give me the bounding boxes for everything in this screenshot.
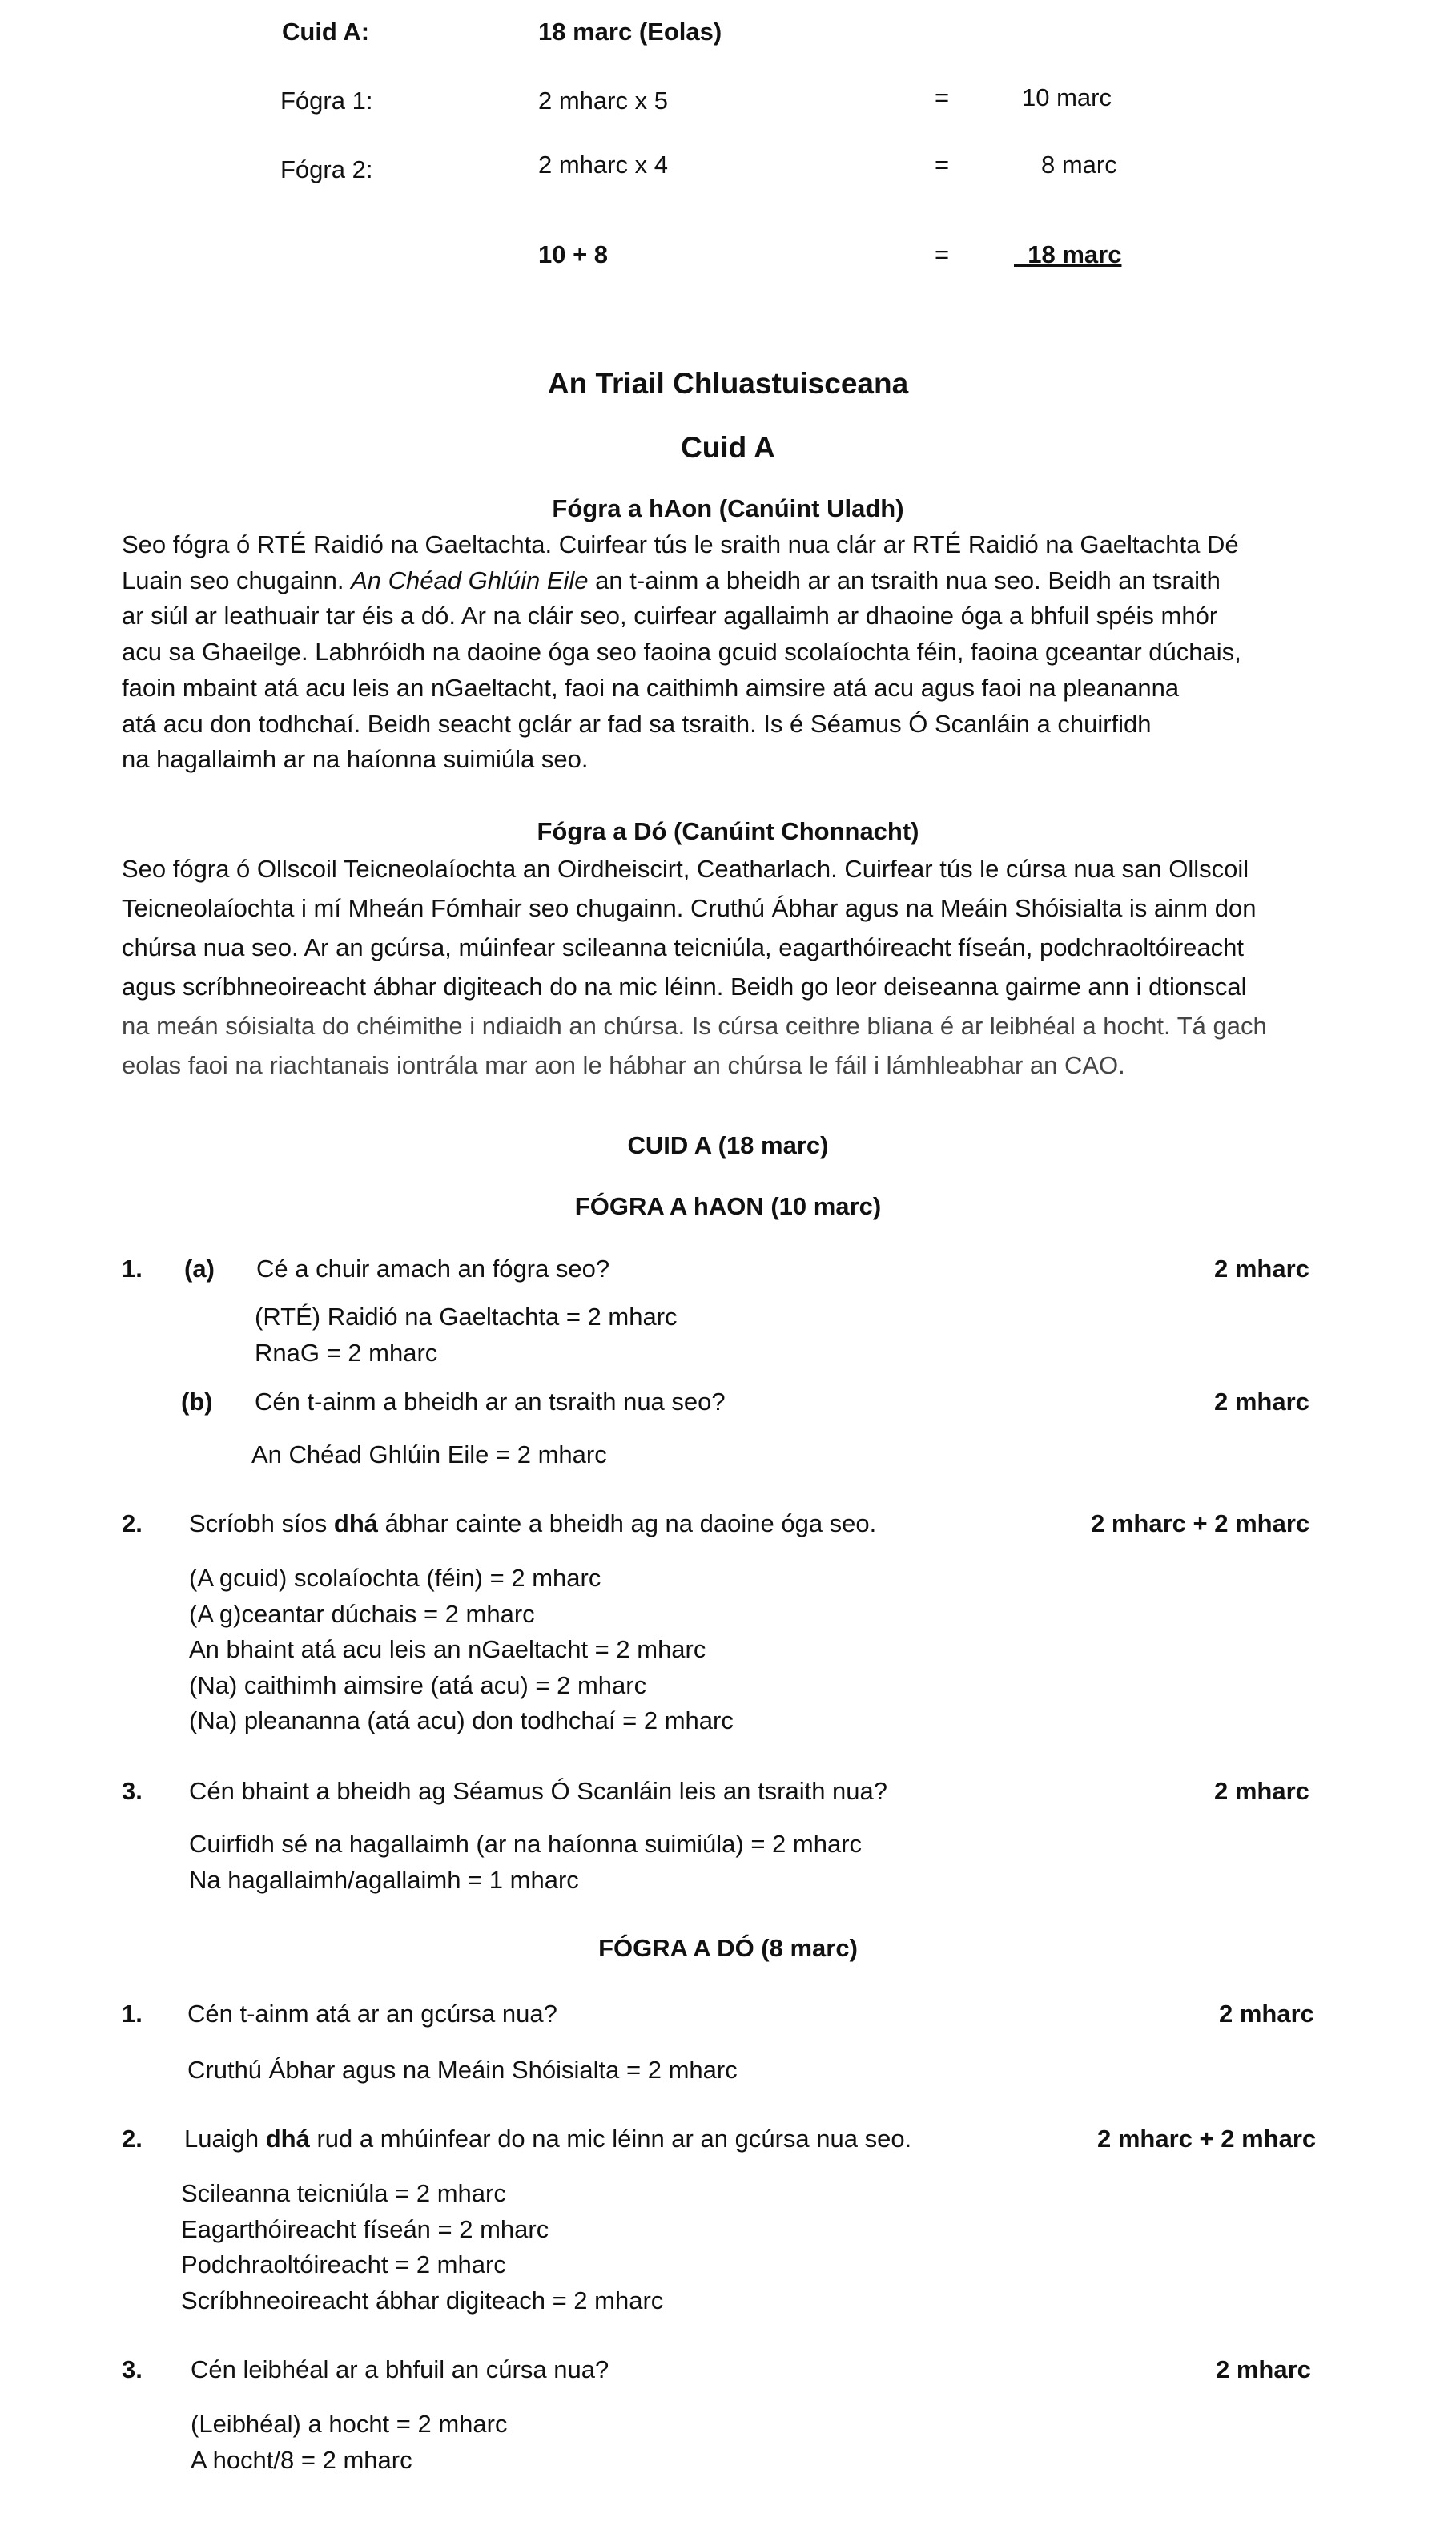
fogra1-line: faoin mbaint atá acu leis an nGaeltacht, faoi na caithimh aimsire atá acu agus faoi na pleananna xyxy=(122,673,1180,702)
answer-item: (A gcuid) scolaíochta (féin) = 2 mharc xyxy=(189,1564,601,1592)
answer-list xyxy=(191,2407,507,2478)
answer-item: (Leibhéal) a hocht = 2 mharc xyxy=(191,2410,508,2438)
fogra2-line: eolas faoi na riachtanais iontrála mar aon le hábhar an chúrsa le fáil i lámhleabhar an CAO. xyxy=(122,1051,1125,1079)
answer-item: Na hagallaimh/agallaimh = 1 mharc xyxy=(189,1865,579,1894)
answer-item: (Na) pleananna (atá acu) don todhchaí = 2 mharc xyxy=(189,1706,734,1734)
question-marks: 2 mharc xyxy=(1214,1255,1309,1283)
page-subtitle: Cuid A xyxy=(681,431,775,464)
answer-item: (Na) caithimh aimsire (atá acu) = 2 mharc xyxy=(189,1670,647,1699)
answer-list xyxy=(189,1561,734,1739)
question-marks: 2 mharc xyxy=(1214,1777,1309,1805)
answer-item: Eagarthóireacht físeán = 2 mharc xyxy=(181,2214,549,2243)
question-text: Cén bhaint a bheidh ag Séamus Ó Scanláin leis an tsraith nua? xyxy=(189,1777,888,1805)
summary-row-calc: 2 mharc x 4 xyxy=(538,151,668,179)
question-marks: 2 mharc + 2 mharc xyxy=(1097,2125,1317,2153)
fogra1-marks-heading: FÓGRA A hAON (10 marc) xyxy=(574,1192,882,1220)
answer-item: Podchraoltóireacht = 2 mharc xyxy=(181,2250,506,2278)
answer-item: A hocht/8 = 2 mharc xyxy=(191,2445,412,2474)
answer-item: Cuirfidh sé na hagallaimh (ar na haíonna suimiúla) = 2 mharc xyxy=(189,1830,863,1858)
question-number: 1. xyxy=(122,2000,143,2028)
fogra1-line: acu sa Ghaeilge. Labhróidh na daoine óga seo faoina gcuid scolaíochta féin, faoina gceantar dúchais, xyxy=(122,638,1241,667)
answer-list xyxy=(187,2053,738,2089)
fogra1-line: Luain seo chugainn. An Chéad Ghlúin Eile an t-ainm a bheidh ar an tsraith nua seo. Beidh an tsraith xyxy=(122,566,1221,594)
answer-item: Scríbhneoireacht ábhar digiteach = 2 mharc xyxy=(181,2286,664,2315)
question-marks: 2 mharc xyxy=(1219,2000,1314,2028)
question-text: Luaigh dhá rud a mhúinfear do na mic léinn ar an gcúrsa nua seo. xyxy=(184,2125,912,2153)
summary-row-result: 8 marc xyxy=(1041,151,1117,179)
programme-title: An Chéad Ghlúin Eile xyxy=(351,566,589,594)
summary-row-eq: = xyxy=(935,83,950,111)
fogra2-marks-heading: FÓGRA A DÓ (8 marc) xyxy=(598,1934,858,1962)
question-part-letter: (a) xyxy=(184,1255,215,1283)
question-text: Cé a chuir amach an fógra seo? xyxy=(256,1255,610,1283)
question-number: 3. xyxy=(122,1777,143,1805)
fogra2-line: Seo fógra ó Ollscoil Teicneolaíochta an Oirdheiscirt, Ceatharlach. Cuirfear tús le cúrsa nua san Ollscoil xyxy=(122,855,1249,883)
cuid-heading: CUID A (18 marc) xyxy=(627,1131,829,1159)
summary-row-label: Fógra 1: xyxy=(280,87,373,115)
fogra1-line: na hagallaimh ar na haíonna suimiúla seo. xyxy=(122,745,589,774)
answer-item: (RTÉ) Raidió na Gaeltachta = 2 mharc xyxy=(255,1303,678,1331)
answer-item: RnaG = 2 mharc xyxy=(255,1338,438,1367)
question-text: Cén t-ainm atá ar an gcúrsa nua? xyxy=(187,2000,557,2028)
summary-sum-calc: 10 + 8 xyxy=(538,240,609,268)
fogra1-line: Seo fógra ó RTÉ Raidió na Gaeltachta. Cuirfear tús le sraith nua clár ar RTÉ Raidió na Gaeltachta Dé xyxy=(122,530,1239,558)
question-marks: 2 mharc xyxy=(1216,2355,1311,2383)
fogra2-text xyxy=(122,849,1371,1085)
answer-item: An bhaint atá acu leis an nGaeltacht = 2 mharc xyxy=(189,1635,706,1663)
question-number: 2. xyxy=(122,1509,143,1537)
fogra1-heading: Fógra a hAon (Canúint Uladh) xyxy=(552,494,904,522)
summary-row-calc: 2 mharc x 5 xyxy=(538,87,668,115)
answer-item: Cruthú Ábhar agus na Meáin Shóisialta = 2 mharc xyxy=(187,2056,738,2084)
question-text: Scríobh síos dhá ábhar cainte a bheidh ag na daoine óga seo. xyxy=(189,1509,877,1537)
question-marks: 2 mharc xyxy=(1214,1388,1309,1416)
question-text: Cén leibhéal ar a bhfuil an cúrsa nua? xyxy=(191,2355,609,2383)
answer-list xyxy=(255,1299,678,1371)
question-part-letter: (b) xyxy=(181,1388,213,1416)
question-number: 1. xyxy=(122,1255,143,1283)
fogra2-line: chúrsa nua seo. Ar an gcúrsa, múinfear scileanna teicniúla, eagarthóireacht físeán, podchraoltóireacht xyxy=(122,933,1245,961)
answer-item: An Chéad Ghlúin Eile = 2 mharc xyxy=(251,1440,607,1468)
answer-list xyxy=(251,1437,607,1473)
fogra1-line: atá acu don todhchaí. Beidh seacht gclár ar fad sa tsraith. Is é Séamus Ó Scanláin a chuirfidh xyxy=(122,709,1152,738)
fogra2-line: Teicneolaíochta i mí Mheán Fómhair seo chugainn. Cruthú Ábhar agus na Meáin Shóisialta is ainm don xyxy=(122,894,1257,922)
question-marks: 2 mharc + 2 mharc xyxy=(1091,1509,1310,1537)
question-text: Cén t-ainm a bheidh ar an tsraith nua seo? xyxy=(255,1388,726,1416)
summary-cuid-total: 18 marc (Eolas) xyxy=(538,18,722,46)
answer-item: Scileanna teicniúla = 2 mharc xyxy=(181,2179,506,2207)
summary-sum-eq: = xyxy=(935,240,950,268)
fogra2-line: agus scríbhneoireacht ábhar digiteach do na mic léinn. Beidh go leor deiseanna gairme ann i dtionscal xyxy=(122,973,1247,1001)
answer-list xyxy=(189,1827,862,1898)
summary-sum-result: 18 marc xyxy=(1028,240,1122,268)
summary-row-eq: = xyxy=(935,151,950,179)
fogra2-heading: Fógra a Dó (Canúint Chonnacht) xyxy=(537,817,919,845)
page-title: An Triail Chluastuisceana xyxy=(547,367,909,400)
summary-cuid-label: Cuid A: xyxy=(282,18,370,46)
answer-list xyxy=(181,2176,663,2319)
fogra1-line: ar siúl ar leathuair tar éis a dó. Ar na cláir seo, cuirfear agallaimh ar dhaoine óga a bhfuil spéis mhór xyxy=(122,602,1218,630)
summary-row-result: 10 marc xyxy=(1022,83,1112,111)
question-number: 3. xyxy=(122,2355,143,2383)
summary-row-label: Fógra 2: xyxy=(280,155,373,183)
fogra1-text xyxy=(122,527,1371,778)
fogra2-line: na meán sóisialta do chéimithe i ndiaidh an chúrsa. Is cúrsa ceithre bliana é ar leibhéal a hocht. Tá gach xyxy=(122,1012,1267,1040)
question-number: 2. xyxy=(122,2125,143,2153)
answer-item: (A g)ceantar dúchais = 2 mharc xyxy=(189,1599,535,1628)
